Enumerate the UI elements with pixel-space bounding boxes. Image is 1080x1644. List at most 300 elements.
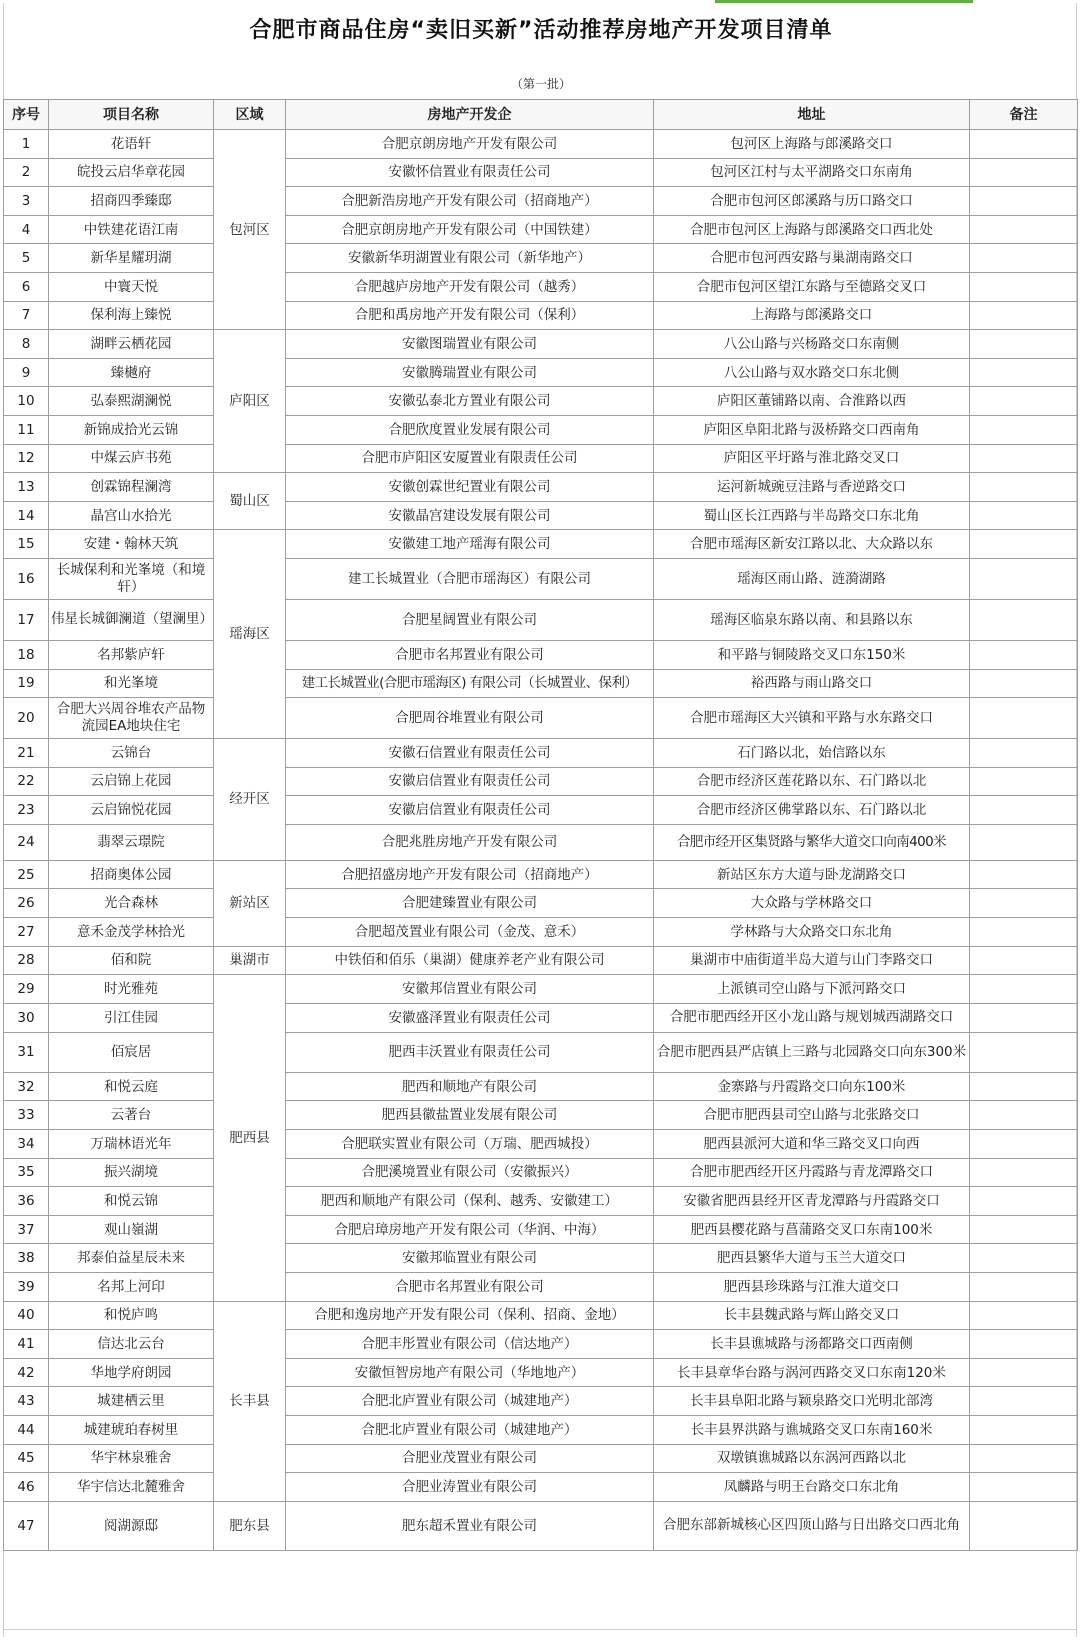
col-header-project-name: 项目名称: [49, 100, 214, 130]
note-cell: [970, 698, 1078, 739]
row-number-cell: 47: [4, 1501, 49, 1550]
project-name-cell: 云锦台: [49, 739, 214, 768]
project-name-cell: 翡翠云璟院: [49, 824, 214, 860]
note-cell: [970, 444, 1078, 473]
address-cell: 长丰县章华台路与涡河西路交叉口东南120米: [654, 1358, 970, 1387]
address-cell: 瑶海区雨山路、涟漪湖路: [654, 558, 970, 599]
note-cell: [970, 1415, 1078, 1444]
row-number-cell: 31: [4, 1032, 49, 1072]
table-row: [4, 1032, 1078, 1072]
note-cell: [970, 272, 1078, 301]
project-name-cell: 时光雅苑: [49, 975, 214, 1004]
table-row: [4, 860, 1078, 889]
table-row: [4, 599, 1078, 640]
row-number-cell: 27: [4, 918, 49, 947]
row-number-cell: 18: [4, 640, 49, 669]
developer-cell: 合肥联实置业有限公司（万瑞、肥西城投）: [286, 1130, 654, 1159]
project-name-cell: 邦泰伯益星辰未来: [49, 1244, 214, 1273]
developer-cell: 安徽盛泽置业有限责任公司: [286, 1003, 654, 1032]
table-row: [4, 1501, 1078, 1550]
project-name-cell: 新锦成拾光云锦: [49, 415, 214, 444]
region-cell: 巢湖市: [214, 946, 286, 975]
table-row: [4, 1187, 1078, 1216]
address-cell: 长丰县阜阳北路与颖泉路交口光明北部湾: [654, 1387, 970, 1416]
region-cell: 包河区: [214, 130, 286, 330]
row-number-cell: 5: [4, 244, 49, 273]
table-row: [4, 767, 1078, 796]
project-name-cell: 意禾金茂学林拾光: [49, 918, 214, 947]
developer-cell: 合肥市名邦置业有限公司: [286, 640, 654, 669]
note-cell: [970, 530, 1078, 559]
region-cell: 肥西县: [214, 975, 286, 1301]
table-row: [4, 444, 1078, 473]
note-cell: [970, 1101, 1078, 1130]
note-cell: [970, 1387, 1078, 1416]
table-row: [4, 946, 1078, 975]
region-cell: 经开区: [214, 739, 286, 861]
address-cell: 合肥市瑶海区大兴镇和平路与水东路交口: [654, 698, 970, 739]
developer-cell: 安徽创霖世纪置业有限公司: [286, 473, 654, 502]
developer-cell: 安徽建工地产瑶海有限公司: [286, 530, 654, 559]
address-cell: 石门路以北，始信路以东: [654, 739, 970, 768]
project-name-cell: 华地学府朗园: [49, 1358, 214, 1387]
project-name-cell: 长城保利和光峯境（和境轩）: [49, 558, 214, 599]
project-name-cell: 和光峯境: [49, 669, 214, 698]
note-cell: [970, 824, 1078, 860]
developer-cell: 肥西和顺地产有限公司: [286, 1072, 654, 1101]
row-number-cell: 34: [4, 1130, 49, 1159]
project-name-cell: 振兴湖境: [49, 1158, 214, 1187]
developer-cell: 合肥周谷堆置业有限公司: [286, 698, 654, 739]
note-cell: [970, 640, 1078, 669]
row-number-cell: 29: [4, 975, 49, 1004]
table-row: [4, 530, 1078, 559]
developer-cell: 建工长城置业（合肥市瑶海区）有限公司: [286, 558, 654, 599]
project-name-cell: 招商四季臻邸: [49, 187, 214, 216]
row-number-cell: 14: [4, 501, 49, 530]
project-name-cell: 云启锦上花园: [49, 767, 214, 796]
project-name-cell: 中煤云庐书苑: [49, 444, 214, 473]
address-cell: 长丰县魏武路与辉山路交叉口: [654, 1301, 970, 1330]
note-cell: [970, 1301, 1078, 1330]
developer-cell: 合肥丰彤置业有限公司（信达地产）: [286, 1330, 654, 1359]
row-number-cell: 30: [4, 1003, 49, 1032]
table-row: [4, 215, 1078, 244]
address-cell: 瑶海区临泉东路以南、和县路以东: [654, 599, 970, 640]
project-name-cell: 中铁建花语江南: [49, 215, 214, 244]
table-row: [4, 1215, 1078, 1244]
note-cell: [970, 1244, 1078, 1273]
address-cell: 合肥市肥西县严店镇上三路与北园路交口向东300米: [654, 1032, 970, 1072]
address-cell: 庐阳区董铺路以南、合淮路以西: [654, 387, 970, 416]
address-cell: 合肥市经济区莲花路以东、石门路以北: [654, 767, 970, 796]
project-name-cell: 城建栖云里: [49, 1387, 214, 1416]
note-cell: [970, 918, 1078, 947]
developer-cell: 合肥超茂置业有限公司（金茂、意禾）: [286, 918, 654, 947]
project-name-cell: 和悦云锦: [49, 1187, 214, 1216]
address-cell: 蜀山区长江西路与半岛路交口东北角: [654, 501, 970, 530]
row-number-cell: 15: [4, 530, 49, 559]
developer-cell: 合肥和禹房地产开发有限公司（保利）: [286, 301, 654, 330]
row-number-cell: 38: [4, 1244, 49, 1273]
address-cell: 庐阳区阜阳北路与汲桥路交口西南角: [654, 415, 970, 444]
row-number-cell: 37: [4, 1215, 49, 1244]
row-number-cell: 35: [4, 1158, 49, 1187]
row-number-cell: 45: [4, 1444, 49, 1473]
table-row: [4, 1130, 1078, 1159]
developer-cell: 肥西丰沃置业有限责任公司: [286, 1032, 654, 1072]
row-number-cell: 17: [4, 599, 49, 640]
row-number-cell: 28: [4, 946, 49, 975]
address-cell: 肥西县派河大道和华三路交叉口向西: [654, 1130, 970, 1159]
row-number-cell: 8: [4, 330, 49, 359]
developer-cell: 建工长城置业(合肥市瑶海区) 有限公司（长城置业、保利）: [286, 669, 654, 698]
col-header-no: 序号: [4, 100, 49, 130]
row-number-cell: 24: [4, 824, 49, 860]
address-cell: 合肥市包河区望江东路与至德路交叉口: [654, 272, 970, 301]
note-cell: [970, 558, 1078, 599]
developer-cell: 安徽石信置业有限责任公司: [286, 739, 654, 768]
table-row: [4, 415, 1078, 444]
row-number-cell: 46: [4, 1473, 49, 1502]
address-cell: 合肥市包河西安路与巢湖南路交口: [654, 244, 970, 273]
row-number-cell: 3: [4, 187, 49, 216]
developer-cell: 合肥北庐置业有限公司（城建地产）: [286, 1387, 654, 1416]
address-cell: 长丰县谯城路与汤都路交口西南侧: [654, 1330, 970, 1359]
developer-cell: 合肥启璋房地产开发有限公司（华润、中海）: [286, 1215, 654, 1244]
project-name-cell: 安建・翰林天筑: [49, 530, 214, 559]
table-row: [4, 669, 1078, 698]
project-name-cell: 引江佳园: [49, 1003, 214, 1032]
project-name-cell: 中寰天悦: [49, 272, 214, 301]
developer-cell: 合肥建臻置业有限公司: [286, 889, 654, 918]
table-row: [4, 739, 1078, 768]
table-row: [4, 1358, 1078, 1387]
row-number-cell: 42: [4, 1358, 49, 1387]
note-cell: [970, 387, 1078, 416]
note-cell: [970, 415, 1078, 444]
note-cell: [970, 1444, 1078, 1473]
note-cell: [970, 889, 1078, 918]
table-row: [4, 975, 1078, 1004]
project-name-cell: 观山嶺湖: [49, 1215, 214, 1244]
project-name-cell: 弘泰熙湖澜悦: [49, 387, 214, 416]
project-name-cell: 名邦上河印: [49, 1273, 214, 1302]
project-name-cell: 和悦庐鸣: [49, 1301, 214, 1330]
developer-cell: 合肥市名邦置业有限公司: [286, 1273, 654, 1302]
table-row: [4, 1473, 1078, 1502]
address-cell: 合肥市肥西经开区丹霞路与青龙潭路交口: [654, 1158, 970, 1187]
developer-cell: 安徽恒智房地产有限公司（华地地产）: [286, 1358, 654, 1387]
developer-cell: 合肥业涛置业有限公司: [286, 1473, 654, 1502]
region-cell: 瑶海区: [214, 530, 286, 739]
note-cell: [970, 767, 1078, 796]
project-name-cell: 臻樾府: [49, 358, 214, 387]
project-name-cell: 佰宸居: [49, 1032, 214, 1072]
note-cell: [970, 130, 1078, 159]
address-cell: 肥西县樱花路与菖蒲路交叉口东南100米: [654, 1215, 970, 1244]
note-cell: [970, 330, 1078, 359]
address-cell: 合肥市经开区集贤路与繁华大道交口向南400米: [654, 824, 970, 860]
table-row: [4, 473, 1078, 502]
table-row: [4, 187, 1078, 216]
row-number-cell: 13: [4, 473, 49, 502]
row-number-cell: 4: [4, 215, 49, 244]
note-cell: [970, 501, 1078, 530]
developer-cell: 安徽图瑞置业有限公司: [286, 330, 654, 359]
note-cell: [970, 946, 1078, 975]
project-name-cell: 合肥大兴周谷堆农产品物流园EA地块住宅: [49, 698, 214, 739]
row-number-cell: 2: [4, 158, 49, 187]
developer-cell: 合肥溪境置业有限公司（安徽振兴）: [286, 1158, 654, 1187]
note-cell: [970, 244, 1078, 273]
note-cell: [970, 1158, 1078, 1187]
row-number-cell: 26: [4, 889, 49, 918]
row-number-cell: 44: [4, 1415, 49, 1444]
row-number-cell: 32: [4, 1072, 49, 1101]
table-row: [4, 698, 1078, 739]
developer-cell: 合肥业茂置业有限公司: [286, 1444, 654, 1473]
note-cell: [970, 1072, 1078, 1101]
row-number-cell: 16: [4, 558, 49, 599]
address-cell: 合肥东部新城核心区四顶山路与日出路交口西北角: [654, 1501, 970, 1550]
table-row: [4, 1273, 1078, 1302]
row-number-cell: 21: [4, 739, 49, 768]
note-cell: [970, 1501, 1078, 1550]
table-row: [4, 272, 1078, 301]
note-cell: [970, 1130, 1078, 1159]
project-name-cell: 保利海上臻悦: [49, 301, 214, 330]
row-number-cell: 41: [4, 1330, 49, 1359]
table-body: [4, 130, 1078, 1551]
address-cell: 上派镇司空山路与下派河路交口: [654, 975, 970, 1004]
project-name-cell: 云著台: [49, 1101, 214, 1130]
row-number-cell: 19: [4, 669, 49, 698]
project-name-cell: 信达北云台: [49, 1330, 214, 1359]
table-row: [4, 244, 1078, 273]
address-cell: 巢湖市中庙街道半岛大道与山门李路交口: [654, 946, 970, 975]
address-cell: 凤麟路与明王台路交口东北角: [654, 1473, 970, 1502]
table-row: [4, 301, 1078, 330]
table-row: [4, 558, 1078, 599]
address-cell: 八公山路与双水路交口东北侧: [654, 358, 970, 387]
table-row: [4, 889, 1078, 918]
developer-cell: 安徽晶宫建设发展有限公司: [286, 501, 654, 530]
project-name-cell: 名邦紫庐轩: [49, 640, 214, 669]
note-cell: [970, 739, 1078, 768]
note-cell: [970, 301, 1078, 330]
table-row: [4, 1444, 1078, 1473]
col-header-note: 备注: [970, 100, 1078, 130]
project-name-cell: 城建琥珀春树里: [49, 1415, 214, 1444]
region-cell: 蜀山区: [214, 473, 286, 530]
note-cell: [970, 860, 1078, 889]
table-row: [4, 1158, 1078, 1187]
address-cell: 包河区江村与太平湖路交口东南角: [654, 158, 970, 187]
address-cell: 合肥市经济区佛掌路以东、石门路以北: [654, 796, 970, 825]
developer-cell: 安徽新华玥湖置业有限公司（新华地产）: [286, 244, 654, 273]
developer-cell: 合肥兆胜房地产开发有限公司: [286, 824, 654, 860]
project-name-cell: 伟星长城御澜道（望澜里）: [49, 599, 214, 640]
document-title: 合肥市商品住房“卖旧买新”活动推荐房地产开发项目清单: [249, 18, 833, 43]
developer-cell: 合肥招盛房地产开发有限公司（招商地产）: [286, 860, 654, 889]
developer-cell: 安徽腾瑞置业有限公司: [286, 358, 654, 387]
table-row: [4, 1244, 1078, 1273]
table-row: [4, 1072, 1078, 1101]
project-name-cell: 皖投云启华章花园: [49, 158, 214, 187]
table-row: [4, 824, 1078, 860]
row-number-cell: 40: [4, 1301, 49, 1330]
developer-cell: 安徽启信置业有限责任公司: [286, 767, 654, 796]
developer-cell: 安徽怀信置业有限责任公司: [286, 158, 654, 187]
note-cell: [970, 796, 1078, 825]
address-cell: 合肥市包河区上海路与郎溪路交口西北处: [654, 215, 970, 244]
developer-cell: 安徽启信置业有限责任公司: [286, 796, 654, 825]
project-table: [3, 99, 1078, 1551]
address-cell: 合肥市肥西经开区小龙山路与规划城西湖路交口: [654, 1003, 970, 1032]
address-cell: 学林路与大众路交口东北角: [654, 918, 970, 947]
note-cell: [970, 473, 1078, 502]
project-name-cell: 云启锦悦花园: [49, 796, 214, 825]
address-cell: 裕西路与雨山路交口: [654, 669, 970, 698]
project-name-cell: 花语轩: [49, 130, 214, 159]
region-cell: 庐阳区: [214, 330, 286, 473]
table-row: [4, 387, 1078, 416]
note-cell: [970, 1187, 1078, 1216]
project-name-cell: 华宇信达北麓雅舍: [49, 1473, 214, 1502]
note-cell: [970, 1003, 1078, 1032]
project-name-cell: 湖畔云栖花园: [49, 330, 214, 359]
project-name-cell: 万瑞林语光年: [49, 1130, 214, 1159]
table-row: [4, 1301, 1078, 1330]
address-cell: 合肥市包河区郎溪路与历口路交口: [654, 187, 970, 216]
table-row: [4, 1415, 1078, 1444]
note-cell: [970, 1215, 1078, 1244]
table-row: [4, 1330, 1078, 1359]
row-number-cell: 1: [4, 130, 49, 159]
project-name-cell: 华宇林泉雅舍: [49, 1444, 214, 1473]
table-row: [4, 640, 1078, 669]
developer-cell: 安徽弘泰北方置业有限公司: [286, 387, 654, 416]
address-cell: 庐阳区平圩路与淮北路交叉口: [654, 444, 970, 473]
table-row: [4, 1387, 1078, 1416]
project-name-cell: 光合森林: [49, 889, 214, 918]
address-cell: 大众路与学林路交口: [654, 889, 970, 918]
address-cell: 肥西县珍珠路与江淮大道交口: [654, 1273, 970, 1302]
row-number-cell: 33: [4, 1101, 49, 1130]
developer-cell: 合肥和逸房地产开发有限公司（保利、招商、金地）: [286, 1301, 654, 1330]
project-name-cell: 新华星耀玥湖: [49, 244, 214, 273]
project-name-cell: 晶宫山水拾光: [49, 501, 214, 530]
row-number-cell: 11: [4, 415, 49, 444]
address-cell: 上海路与郎溪路交口: [654, 301, 970, 330]
table-header-row: [4, 100, 1078, 130]
table-row: [4, 358, 1078, 387]
col-header-developer: 房地产开发企: [286, 100, 654, 130]
address-cell: 金寨路与丹霞路交口向东100米: [654, 1072, 970, 1101]
row-number-cell: 9: [4, 358, 49, 387]
developer-cell: 合肥星阔置业有限公司: [286, 599, 654, 640]
bottom-divider: [3, 1629, 1077, 1630]
address-cell: 合肥市瑶海区新安江路以北、大众路以东: [654, 530, 970, 559]
note-cell: [970, 1330, 1078, 1359]
col-header-region: 区域: [214, 100, 286, 130]
note-cell: [970, 669, 1078, 698]
row-number-cell: 6: [4, 272, 49, 301]
row-number-cell: 12: [4, 444, 49, 473]
row-number-cell: 7: [4, 301, 49, 330]
address-cell: 长丰县界洪路与谯城路交叉口东南160米: [654, 1415, 970, 1444]
note-cell: [970, 158, 1078, 187]
developer-cell: 安徽邦临置业有限公司: [286, 1244, 654, 1273]
note-cell: [970, 1358, 1078, 1387]
project-name-cell: 佰和院: [49, 946, 214, 975]
address-cell: 合肥市肥西县司空山路与北张路交口: [654, 1101, 970, 1130]
project-name-cell: 创霖锦程澜湾: [49, 473, 214, 502]
developer-cell: 中铁佰和佰乐（巢湖）健康养老产业有限公司: [286, 946, 654, 975]
address-cell: 包河区上海路与郎溪路交口: [654, 130, 970, 159]
row-number-cell: 36: [4, 1187, 49, 1216]
project-name-cell: 和悦云庭: [49, 1072, 214, 1101]
developer-cell: 合肥欣度置业发展有限公司: [286, 415, 654, 444]
note-cell: [970, 1473, 1078, 1502]
developer-cell: 合肥京朗房地产开发有限公司: [286, 130, 654, 159]
table-row: [4, 501, 1078, 530]
project-name-cell: 招商奥体公园: [49, 860, 214, 889]
table-row: [4, 330, 1078, 359]
row-number-cell: 23: [4, 796, 49, 825]
note-cell: [970, 1032, 1078, 1072]
developer-cell: 合肥越庐房地产开发有限公司（越秀）: [286, 272, 654, 301]
note-cell: [970, 975, 1078, 1004]
table-row: [4, 130, 1078, 159]
region-cell: 新站区: [214, 860, 286, 946]
col-header-address: 地址: [654, 100, 970, 130]
developer-cell: 肥西县徽盐置业发展有限公司: [286, 1101, 654, 1130]
region-cell: 长丰县: [214, 1301, 286, 1501]
developer-cell: 合肥北庐置业有限公司（城建地产）: [286, 1415, 654, 1444]
table-row: [4, 796, 1078, 825]
developer-cell: 合肥市庐阳区安厦置业有限责任公司: [286, 444, 654, 473]
note-cell: [970, 599, 1078, 640]
row-number-cell: 25: [4, 860, 49, 889]
address-cell: 双墩镇谯城路以东涡河西路以北: [654, 1444, 970, 1473]
row-number-cell: 10: [4, 387, 49, 416]
table-row: [4, 918, 1078, 947]
table-row: [4, 1003, 1078, 1032]
developer-cell: 合肥京朗房地产开发有限公司（中国铁建）: [286, 215, 654, 244]
table-row: [4, 158, 1078, 187]
address-cell: 八公山路与兴杨路交口东南侧: [654, 330, 970, 359]
row-number-cell: 22: [4, 767, 49, 796]
address-cell: 和平路与铜陵路交叉口东150米: [654, 640, 970, 669]
region-cell: 肥东县: [214, 1501, 286, 1550]
address-cell: 新站区东方大道与卧龙湖路交口: [654, 860, 970, 889]
note-cell: [970, 1273, 1078, 1302]
address-cell: 运河新城豌豆洼路与香逆路交口: [654, 473, 970, 502]
developer-cell: 肥东超禾置业有限公司: [286, 1501, 654, 1550]
developer-cell: 合肥新浩房地产开发有限公司（招商地产）: [286, 187, 654, 216]
row-number-cell: 39: [4, 1273, 49, 1302]
table-row: [4, 1101, 1078, 1130]
document-subtitle: （第一批）: [510, 77, 571, 91]
row-number-cell: 20: [4, 698, 49, 739]
address-cell: 安徽省肥西县经开区青龙潭路与丹霞路交口: [654, 1187, 970, 1216]
developer-cell: 安徽邦信置业有限公司: [286, 975, 654, 1004]
note-cell: [970, 187, 1078, 216]
address-cell: 肥西县繁华大道与玉兰大道交口: [654, 1244, 970, 1273]
row-number-cell: 43: [4, 1387, 49, 1416]
